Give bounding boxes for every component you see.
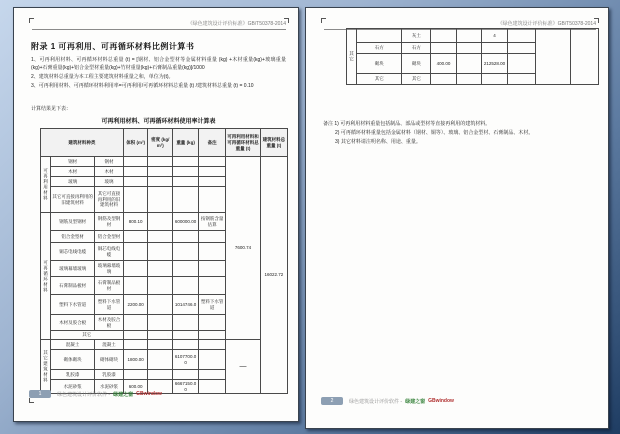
table-cell	[199, 177, 226, 187]
table-cell	[199, 350, 226, 370]
table-cell	[571, 29, 599, 85]
table-cell	[173, 370, 199, 380]
table-cell	[123, 157, 148, 167]
table-cell: 石方	[402, 43, 431, 54]
table-cell	[199, 331, 226, 340]
table-cell: 水泥砂浆	[50, 380, 94, 394]
table-cell	[148, 331, 173, 340]
table-cell: 玻璃	[50, 177, 94, 187]
table-cell	[123, 177, 148, 187]
table-cell: 6667150.00	[173, 380, 199, 394]
formula-paragraphs	[31, 56, 286, 91]
table-cell: 7600.74	[226, 157, 261, 340]
footer-app-text: 绿色建筑设计评价软件 -	[349, 398, 403, 405]
table-cell	[148, 261, 173, 277]
table-cell: 铜芯电线电缆	[50, 243, 94, 261]
table-cell	[199, 340, 226, 350]
table-header-cell: 备注	[199, 129, 226, 157]
table-cell: 玻璃	[95, 177, 123, 187]
page-number-badge: 2	[321, 397, 343, 405]
table-cell	[123, 231, 148, 243]
table-cell	[199, 187, 226, 213]
table-cell: 砌体砌块	[50, 350, 94, 370]
table-cell: 1800.00	[123, 350, 148, 370]
table-cell	[123, 187, 148, 213]
table-header-cell: 可再利用材料和可再循环材料总重量 (t)	[226, 129, 261, 157]
pre-table-note: 计算结果见下表：	[31, 106, 72, 112]
table-cell: 混凝土	[95, 340, 123, 350]
footer-app-text: 绿色建筑设计评价软件 -	[57, 391, 111, 398]
table-cell: 钢筋及型钢材	[50, 213, 94, 231]
table-cell: 4	[481, 29, 507, 43]
table-cell	[508, 54, 536, 74]
table-cell: 砌体砌块	[95, 350, 123, 370]
table-cell	[148, 277, 173, 295]
table-cell: 铝合金型材	[95, 231, 123, 243]
materials-table-page2	[346, 28, 599, 85]
table-cell: 2200.00	[123, 295, 148, 315]
footer-brand-red: GBwindow	[428, 398, 454, 404]
footer-brand-green: 绿建之窗	[405, 398, 426, 405]
table-cell	[148, 213, 173, 231]
paragraph-2: 2、建筑材料总重量为本工程主要建筑材料重量之和，单位为(t)。	[31, 74, 174, 80]
note-2: 2) 可再循环材料重量包括金属材料（钢材、铜等）、玻璃、铝合金型材、石膏制品、木材。	[335, 130, 534, 136]
page-header: 《绿色建筑设计评价标准》GB/T50378-2014	[324, 21, 596, 30]
table-cell: 其它	[402, 74, 431, 85]
table-cell	[199, 261, 226, 277]
table-cell: 灰土	[402, 29, 431, 43]
page-footer	[321, 396, 596, 406]
table-cell: 钢材	[50, 157, 94, 167]
table-cell: 400.00	[431, 54, 456, 74]
table-cell	[173, 277, 199, 295]
table-cell	[481, 43, 507, 54]
table-cell: 塑料下水管道	[199, 295, 226, 315]
note-3: 3) 其它材料请注明名称、用途、重量。	[335, 139, 421, 145]
table-cell: 砌块	[402, 54, 431, 74]
table-cell: 其它可直接再利用的旧建筑材料	[50, 187, 94, 213]
table-cell: 塑料下水管道	[50, 295, 94, 315]
table-cell: 铝合金型材	[50, 231, 94, 243]
table-cell: 其它	[347, 29, 357, 85]
table-cell: 塑料下水管道	[95, 295, 123, 315]
table-cell: 木材	[95, 167, 123, 177]
table-cell	[199, 370, 226, 380]
table-cell: 其它建筑材料	[41, 340, 51, 394]
table-cell: 16022.72	[260, 157, 287, 394]
table-cell: 砌块	[357, 54, 402, 74]
table-cell: 可再循环材料	[41, 213, 51, 340]
table-cell: 钢筋及型钢材	[95, 213, 123, 231]
table-cell	[456, 43, 481, 54]
table-cell	[148, 315, 173, 331]
table-cell	[148, 295, 173, 315]
table-header-cell: 密度 (kg/m³)	[148, 129, 173, 157]
table-cell	[173, 157, 199, 167]
table-cell	[123, 277, 148, 295]
paragraph-1: 1、可再利用材料、可再循环材料总重量 (t) = [钢材、铝合金型材等金属材料重量 (kg) +木材重量(kg)+玻璃重量(kg)+石膏重量(kg)+铝合金型材重量(kg)+竹材重量(kg)+石膏制品重量(kg)]/1000	[31, 57, 286, 71]
page-header: 《绿色建筑设计评价标准》GB/T50378-2014	[32, 21, 286, 30]
table-cell	[148, 167, 173, 177]
table-cell: 铜芯电线电缆	[95, 243, 123, 261]
table-cell	[123, 370, 148, 380]
table-header-cell: 建筑材料种类	[41, 129, 124, 157]
table-cell: 其它	[357, 74, 402, 85]
table-cell	[199, 231, 226, 243]
table-cell	[431, 43, 456, 54]
table-cell: 混凝土	[50, 340, 94, 350]
table-header-cell: 体积 (m³)	[123, 129, 148, 157]
footer-brand-red: GBwindow	[136, 391, 162, 397]
table-cell: 乳胶漆	[50, 370, 94, 380]
table-cell: 玻璃幕墙玻璃	[95, 261, 123, 277]
table-cell: 水泥砂浆	[95, 380, 123, 394]
paragraph-3: 3、可再利用材料、可再循环材料利用率=可再利用/可再循环材料总重量 (t) /建筑材料总重量 (t) = 0.10	[31, 83, 254, 89]
document-title: 附录 1 可再利用、可再循环材料比例计算书	[31, 42, 195, 51]
table-cell	[173, 231, 199, 243]
table-header-cell: 重量 (kg)	[173, 129, 199, 157]
table-cell: 212528.00	[481, 54, 507, 74]
document-page-1[interactable]	[13, 7, 299, 422]
table-cell	[535, 29, 570, 85]
table-cell	[123, 167, 148, 177]
table-cell	[148, 187, 173, 213]
table-cell: 玻璃幕墙玻璃	[50, 261, 94, 277]
table-cell	[173, 243, 199, 261]
table-cell	[508, 43, 536, 54]
note-1: 备注 1) 可再利用材料重量包括制品、部品或型材等直接再利用的建筑材料。	[323, 121, 491, 127]
table-cell	[148, 340, 173, 350]
table-cell: 木材及胶合板	[50, 315, 94, 331]
footer-brand-green: 绿建之窗	[113, 391, 134, 398]
table-cell: —	[226, 340, 261, 394]
table-cell: 600000.00	[173, 213, 199, 231]
materials-table-page1	[40, 128, 288, 394]
table-cell: 6107700.00	[173, 350, 199, 370]
table-cell	[123, 261, 148, 277]
table-title: 可再利用材料、可再循环材料使用率计算表	[101, 119, 216, 125]
table-cell	[148, 243, 173, 261]
table-cell	[173, 261, 199, 277]
table-cell: 800.10	[123, 213, 148, 231]
table-cell	[199, 167, 226, 177]
table-cell: 乳胶漆	[95, 370, 123, 380]
table-cell: 石膏制品板材	[95, 277, 123, 295]
table-cell	[123, 340, 148, 350]
table-cell: 木材	[50, 167, 94, 177]
table-cell	[481, 74, 507, 85]
table-header-cell: 建筑材料总重量 (t)	[260, 129, 287, 157]
table-cell	[456, 54, 481, 74]
table-cell	[508, 74, 536, 85]
table-cell	[456, 74, 481, 85]
table-cell: 其它可直接再利用的旧建筑材料	[95, 187, 123, 213]
table-cell	[431, 29, 456, 43]
table-cell	[199, 277, 226, 295]
table-cell	[173, 177, 199, 187]
table-cell: 可再利用材料	[41, 157, 51, 213]
table-cell	[173, 315, 199, 331]
table-cell	[357, 29, 402, 43]
table-cell: 石方	[357, 43, 402, 54]
table-cell	[148, 350, 173, 370]
table-cell	[173, 167, 199, 177]
table-cell: 钢材	[95, 157, 123, 167]
page-number-badge: 1	[29, 390, 51, 398]
table-cell: 600.00	[123, 380, 148, 394]
page-footer	[29, 389, 286, 399]
table-cell	[148, 157, 173, 167]
notes-block	[323, 120, 596, 147]
table-cell: 其它	[50, 331, 123, 340]
table-cell: 1014746.0	[173, 295, 199, 315]
table-cell	[148, 231, 173, 243]
table-cell	[431, 74, 456, 85]
table-cell	[123, 315, 148, 331]
table-cell	[173, 340, 199, 350]
table-cell	[173, 187, 199, 213]
table-cell	[123, 243, 148, 261]
table-cell	[456, 29, 481, 43]
table-cell	[148, 370, 173, 380]
table-cell: 木材及胶合板	[95, 315, 123, 331]
table-cell	[148, 177, 173, 187]
table-cell	[173, 331, 199, 340]
table-cell	[199, 243, 226, 261]
table-cell	[508, 29, 536, 43]
table-cell	[123, 331, 148, 340]
table-cell	[199, 315, 226, 331]
table-cell: 按钢筋含量估算	[199, 213, 226, 231]
table-cell	[199, 157, 226, 167]
document-page-2[interactable]	[305, 7, 609, 429]
table-cell: 石膏制品板材	[50, 277, 94, 295]
